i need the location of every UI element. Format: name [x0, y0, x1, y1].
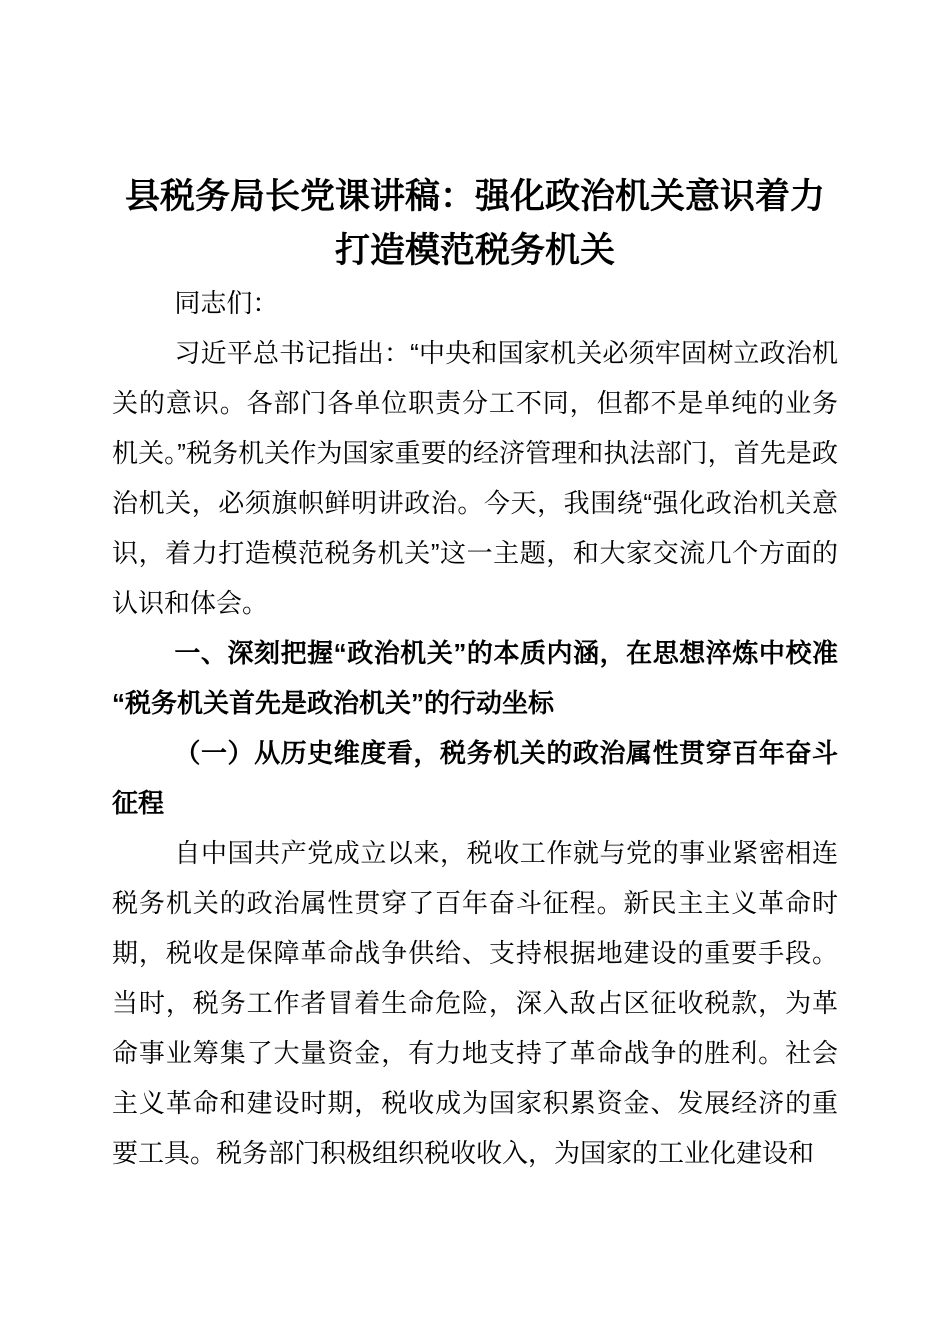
body-paragraph: 同志们： [174, 288, 279, 318]
body-paragraph: 习近平总书记指出：“中央和国家机关必须牢固树立政治机关的意识。各部门各单位职责分工不同，但都不是单纯的业务机关。”税务机关作为国家重要的经济管理和执法部门，首先是政治机关，必须旗帜鲜明讲政治。今天，我围绕“强化政治机关意识，着力打造模范税务机关”这一主题，和大家交流几个方面的认识和体会。 [112, 338, 838, 618]
body-paragraph: 自中国共产党成立以来，税收工作就与党的事业紧密相连税务机关的政治属性贯穿了百年奋斗征程。新民主主义革命时期，税收是保障革命战争供给、支持根据地建设的重要手段。当时，税务工作者冒着生命危险，深入敌占区征收税款，为革命事业筹集了大量资金，有力地支持了革命战争的胜利。社会主义革命和建设时期，税收成为国家积累资金、发展经济的重要工具。税务部门积极组织税收收入，为国家的工业化建设和 [112, 838, 838, 1168]
sub-section-heading: （一）从历史维度看，税务机关的政治属性贯穿百年奋斗征程 [112, 738, 838, 818]
document-body [112, 278, 838, 1178]
section-heading: 一、深刻把握“政治机关”的本质内涵，在思想淬炼中校准“税务机关首先是政治机关”的行动坐标 [112, 638, 838, 718]
document-title: 县税务局长党课讲稿：强化政治机关意识着力打造模范税务机关 [124, 177, 825, 270]
